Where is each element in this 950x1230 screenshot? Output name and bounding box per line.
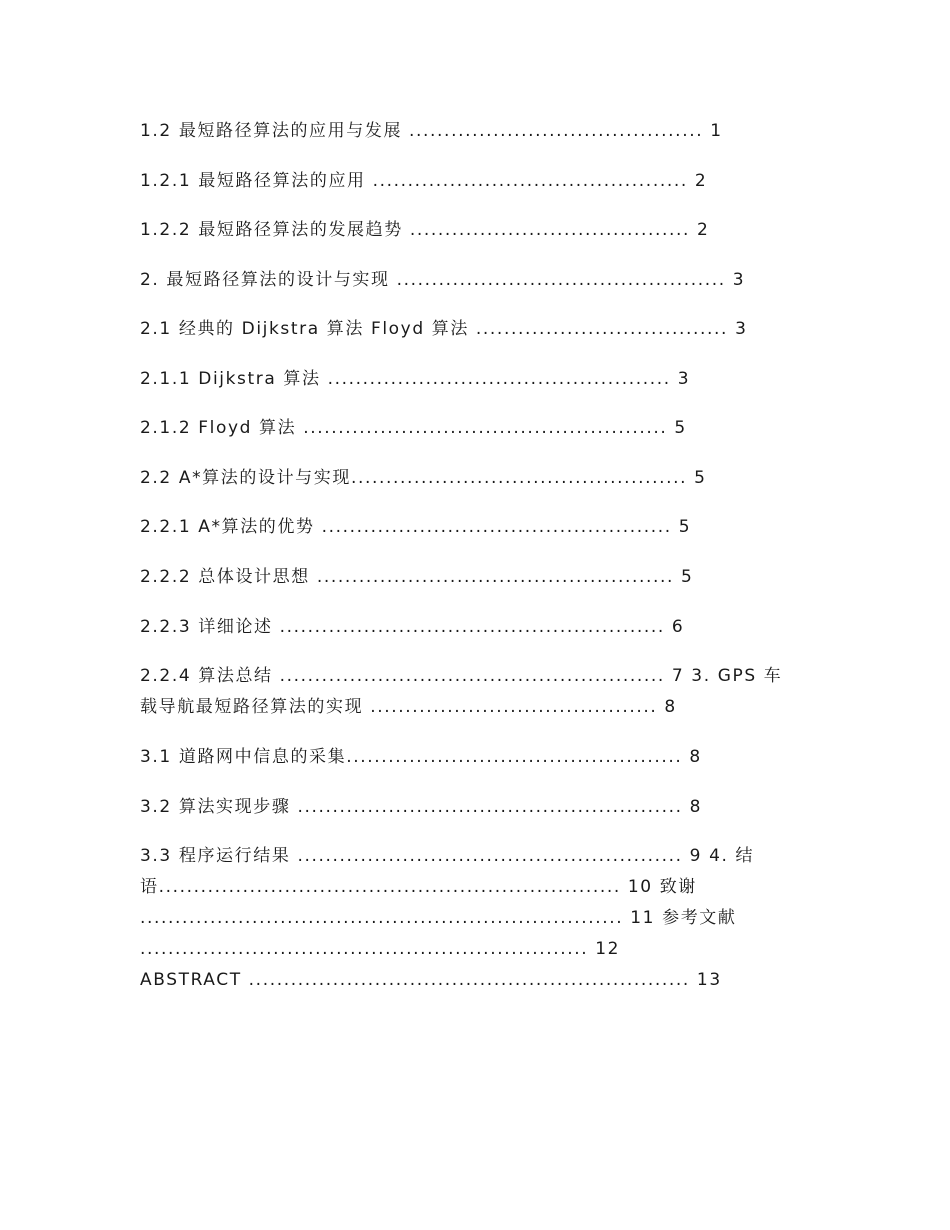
toc-entry: 3.2 算法实现步骤 ....................................................... 8: [140, 797, 703, 817]
toc-entry: 3.1 道路网中信息的采集................................................ 8: [140, 747, 702, 767]
toc-entry: 2.2.2 总体设计思想 ................................................... 5: [140, 567, 694, 587]
toc-entry: ABSTRACT ............................................................... 13: [140, 970, 722, 990]
toc-entry: 2.1 经典的 Dijkstra 算法 Floyd 算法 .................................... 3: [140, 319, 748, 339]
toc-entry: 1.2.2 最短路径算法的发展趋势 ........................................ 2: [140, 220, 710, 240]
toc-entry: 2.1.2 Floyd 算法 .................................................... 5: [140, 418, 687, 438]
toc-entry: 2.2 A*算法的设计与实现................................................ 5: [140, 468, 707, 488]
toc-entry: ................................................................ 12: [140, 939, 621, 959]
toc-entry: 3.3 程序运行结果 ....................................................... 9 4. 结: [140, 846, 755, 866]
toc-entry: 1.2 最短路径算法的应用与发展 .......................................... 1: [140, 121, 723, 141]
toc-entry: 载导航最短路径算法的实现 ......................................... 8: [140, 697, 677, 717]
toc-entry: 2. 最短路径算法的设计与实现 ............................................... 3: [140, 270, 746, 290]
toc-entry: 2.2.1 A*算法的优势 .................................................. 5: [140, 517, 692, 537]
toc-entry: 2.1.1 Dijkstra 算法 ................................................. 3: [140, 369, 691, 389]
toc-entry: 2.2.4 算法总结 ....................................................... 7 3. GPS 车: [140, 666, 783, 686]
toc-entry: 语.................................................................. 10 致谢: [140, 877, 697, 897]
toc-entry: 1.2.1 最短路径算法的应用 ............................................. 2: [140, 171, 708, 191]
toc-entry: 2.2.3 详细论述 ....................................................... 6: [140, 617, 685, 637]
toc-entry: ..................................................................... 11 参考文献: [140, 908, 737, 928]
